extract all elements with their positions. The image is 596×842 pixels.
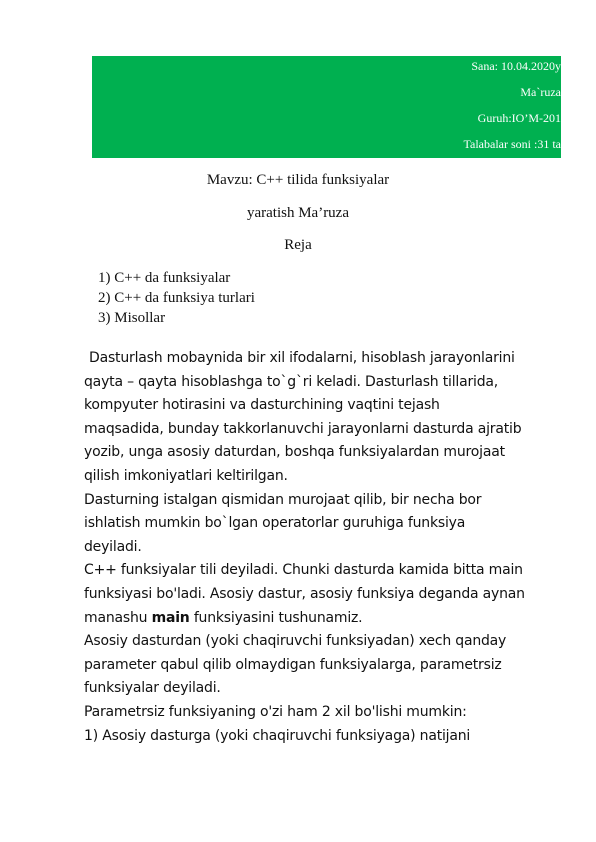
paragraph-line: maqsadida, bunday takkorlanuvchi jarayonlarni dasturda ajratib (84, 420, 522, 437)
plan-item: 2) C++ da funksiya turlari (98, 290, 255, 306)
topic-title-line1: Mavzu: C++ tilida funksiyalar (206, 172, 390, 188)
paragraph-line: Dasturlash mobaynida bir xil ifodalarni, hisoblash jarayonlarini (89, 350, 515, 366)
paragraph-line: funksiyasi bo'ladi. Asosiy dastur, asosiy funksiya deganda aynan (84, 585, 525, 602)
paragraph-line: deyiladi. (84, 538, 142, 555)
lecture-body (84, 347, 554, 748)
student-count-label: Talabalar soni :31 ta (463, 137, 561, 151)
paragraph-line: funksiyalar deyiladi. (84, 680, 221, 697)
header-banner (92, 56, 561, 158)
paragraph-line: qilish imkoniyatlari keltirilgan. (84, 467, 288, 484)
plan-item: 1) C++ da funksiyalar (98, 270, 231, 286)
plan-list (98, 268, 255, 328)
paragraph-line: kompyuter hotirasini va dasturchining vaqtini tejash (84, 397, 440, 414)
text-run: funksiyasini tushunamiz. (189, 609, 363, 626)
paragraph-line: C++ funksiyalar tili deyiladi. Chunki dasturda kamida bitta main (84, 562, 523, 579)
date-label: Sana: 10.04.2020y (471, 59, 561, 73)
plan-heading: Reja (284, 237, 312, 253)
main-keyword: main (151, 609, 190, 626)
paragraph-line: Dasturning istalgan qismidan murojaat qilib, bir necha bor (84, 491, 482, 508)
plan-item: 3) Misollar (98, 310, 166, 326)
paragraph-line: qayta – qayta hisoblashga to`g`ri keladi. Dasturlash tillarida, (84, 373, 499, 390)
text-run: manashu (84, 609, 152, 626)
paragraph-line: yozib, unga asosiy daturdan, boshqa funksiyalardan murojaat (84, 444, 505, 461)
paragraph-line: Parametrsiz funksiyaning o'zi ham 2 xil bo'lishi mumkin: (84, 703, 467, 720)
paragraph-line: Asosiy dasturdan (yoki chaqiruvchi funksiyadan) xech qanday (84, 633, 507, 650)
group-label: Guruh:IO’M-201 (477, 111, 561, 125)
paragraph-line: ishlatish mumkin bo`lgan operatorlar guruhiga funksiya (84, 515, 466, 532)
paragraph-line (84, 607, 554, 631)
paragraph-line: parameter qabul qilib olmaydigan funksiyalarga, parametrsiz (84, 656, 502, 673)
lecture-label: Ma`ruza (520, 85, 561, 99)
topic-title-line2: yaratish Ma’ruza (246, 205, 350, 221)
paragraph-line: 1) Asosiy dasturga (yoki chaqiruvchi funksiyaga) natijani (84, 727, 471, 744)
